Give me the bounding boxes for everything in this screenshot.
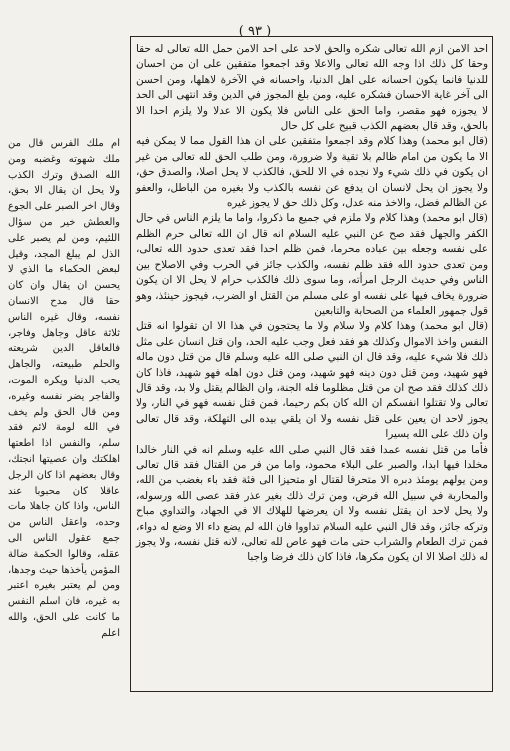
main-paragraph: فأما من قتل نفسه عمدا فقد قال النبي صلى الله عليه وسلم انه في النار خالدا مخلدا فيها ابدا، والصبر على البلاء محمود، واما من فر من القتال فقد قال تعالى ومن يولهم يومئذ دبره الا متحرفا لقتال او متحيزا الى فئة فقد باء بغضب من الله، والمحاربة في سبيل الله فرض، ومن ترك ذلك بغير عذر فقد عصى الله ورسوله، ولا يحل لاحد ان يقتل نفسه ولا ان يعرضها للهلاك الا في الجهاد، والتداوي مباح وتركه جائز، وقد قال النبي عليه السلام تداووا فان الله لم يضع داء الا وضع له دواء، فمن ترك الطعام والشراب حتى مات فهو عاص لله تعالى، لانه قتل نفسه، ولا يجوز له ذلك اصلا الا ان يكون مكرها، فاذا كان ذلك فرضا واجبا [136, 443, 488, 564]
margin-paragraph: ام ملك الفرس قال من ملك شهوته وغضبه ومن الله الصدق وترك الكذب ولا يحل ان يقال الا بحق، وقال اخر الصبر على الجوع والعطش خير من سؤال اللئيم، ومن لم يصبر على الذل لم يبلغ المجد، وقيل لبعض الحكماء ما الذي لا يحسن ان يقال وان كان حقا قال مدح الانسان نفسه، وقال غيره الناس ثلاثة عاقل وجاهل وفاجر، فالعاقل الدين شريعته والحلم طبيعته، والجاهل يحب الدنيا ويكره الموت، والفاجر يضر نفسه وغيره، ومن قال الحق ولم يخف في الله لومة لائم فقد سلم، والنفس اذا اطعتها اهلكتك وان عصيتها انجتك، وقال بعضهم اذا كان الرجل عاقلا كان محبوبا عند الناس، واذا كان جاهلا مات وحده، واعقل الناس من جمع عقول الناس الى عقله، وقالوا الحكمة ضالة المؤمن يأخذها حيث وجدها، ومن لم يعتبر بغيره اعتبر به غيره، فان اسلم النفس ما كانت على الحق، والله اعلم [8, 138, 120, 639]
main-paragraph: (قال ابو محمد) وهذا كلام ولا سلام ولا ما يحتجون في هذا الا ان تقولوا انه قتل النفس واخذ الاموال وكذلك هو فقد فعل وجب عليه الحد، وان قتل انسان على مثل ذلك فلا شيء عليه، وقد قال ان النبي صلى الله عليه وسلم قال من قتل دون ماله فهو شهيد، ومن قتل دون دينه فهو شهيد، ومن قتل دون اهله فهو شهيد، فاذا كان ذلك كذلك فقد صح ان من قتل مظلوما فله الجنة، وان الظالم يقتل ولا بد، وقد قال تعالى ولا تقتلوا انفسكم ان الله كان بكم رحيما، فمن قتل نفسه فهو في النار، ولا يجوز لاحد ان يعين على قتل نفسه ولا ان يلقي بيده الى التهلكة، وقد قال تعالى وان ذلك على الله يسيرا [136, 320, 488, 441]
margin-commentary [8, 136, 120, 639]
page-number: ( ٩٣ ) [238, 24, 272, 39]
main-paragraph: (قال ابو محمد) وهذا كلام ولا ملزم في جميع ما ذكروا، واما ما يلزم الناس في حال الكفر والجهل فقد صح عن النبي عليه السلام انه قال ان الله تعالى حرم الظلم على نفسه وجعله بين عباده محرما، فمن ظلم احدا فقد تعدى حدود الله تعالى، ومن تعدى حدود الله فقد ظلم نفسه، والكذب جائز في الحرب وفي الاصلاح بين الناس وفي حديث الرجل امرأته، وما سوى ذلك فالكذب حرام لا يحل الا ان يكون ضرورة يخاف فيها على نفسه او على مسلم من القتل او الضرب، فيجوز حينئذ، وهو قول جمهور العلماء من الصحابة والتابعين [136, 212, 488, 317]
main-paragraph: (قال ابو محمد) وهذا كلام وقد اجمعوا متفقين على ان هذا القول مما لا يمكن فيه الا ما يكون من امام ظالم بلا تقية ولا ضرورة، ومن طلب الحق لله تعالى من غير ان يكون في ذلك شيء ولا نجده في الا للحق، فالكذب لا يحل اصلا، والصدق حق، ولا يجوز ان يحل لانسان ان يدفع عن نفسه بالكذب ولا بغيره من الباطل، والعفو عن الظالم فضل، والاخذ منه عدل، وكل ذلك حق لا يجوز غيره [136, 135, 488, 210]
main-paragraph: احد الامن ازم الله تعالى شكره والحق لاحد على احد الامن حمل الله تعالى له حقا وحقا كل ذلك اذا وجه الله تعالى والاعلا وقد اجمعوا متفقين على ان من احسان للدنيا فانما يكون احسانه على اهل الدنيا، واحسانه في الآخرة لاهلها، ومن احسن الى آخر غاية الاحسان فشكره عليه، ومن بلغ المجوز في الدين وقد انتهى الى الحد لا يجوزه فهو مقصر، واما الحق على الناس فلا يكون الا عدلا ولا يلزم احدا الا بالحق، وقد قال بعضهم الكذب قبيح على كل حال [136, 43, 488, 133]
main-text-column [136, 42, 488, 688]
